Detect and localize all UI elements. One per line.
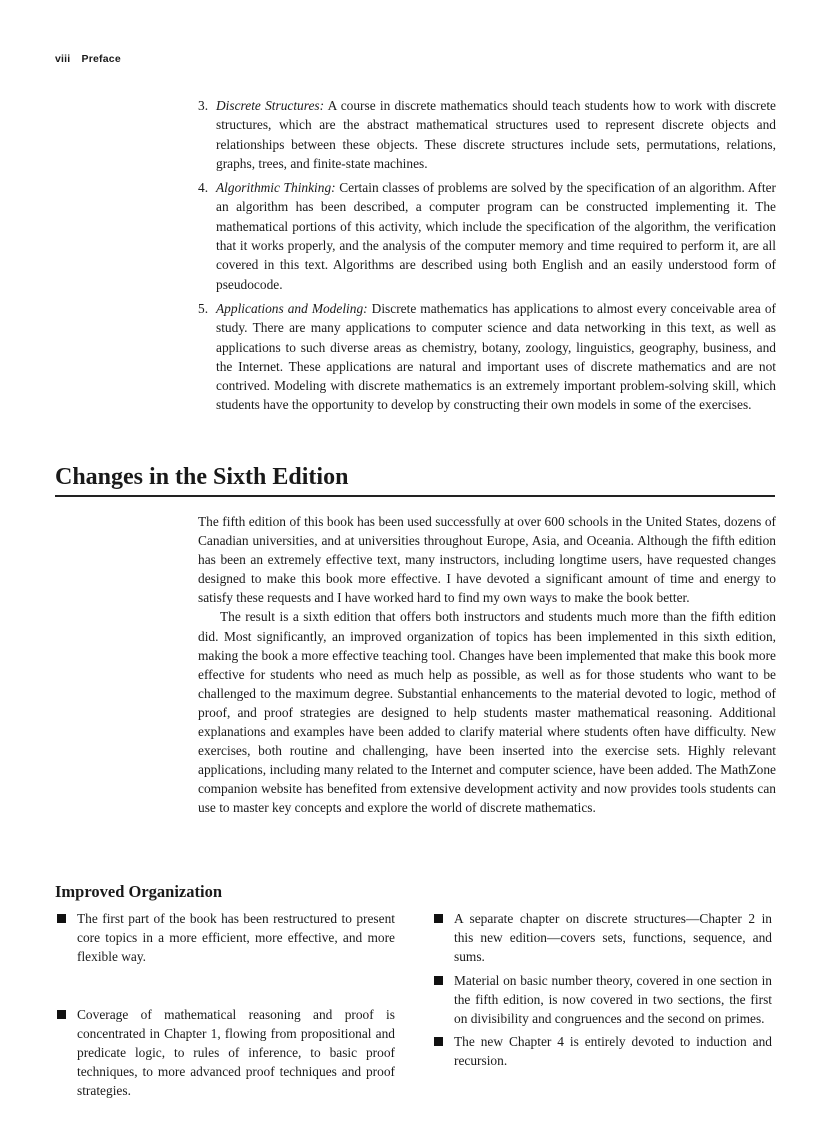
running-head <box>55 53 121 65</box>
goal-text: A course in discrete mathematics should teach students how to work with discrete structures, which are the abstract mathematical structures used to represent discrete objects and relationships between these objects. These discrete structures include sets, permutations, relations, graphs, trees, and finite-state machines. <box>216 98 776 171</box>
goal-title: Algorithmic Thinking: <box>216 180 336 196</box>
bullet-list-left <box>55 909 395 1101</box>
goal-item <box>198 299 776 415</box>
body-paragraph: The result is a sixth edition that offers both instructors and students much more than the fifth edition did. Most significantly, an improved organization of topics has been implemented in this sixth edition, making the book a more effective teaching tool. Changes have been implemented that make this book more effective for students who need as much help as possible, as well as for those students who want to be challenged to the maximum degree. Substantial enhancements to the material devoted to logic, method of proof, and proof strategies are designed to help students master mathematical reasoning. Additional explanations and examples have been added to clarify material where students often have difficulty. New exercises, both routine and challenging, have been inserted into the exercise sets. Highly relevant applications, including many related to the Internet and computer science, have been added. The MathZone companion website has benefited from extensive development activity and now provides tools students can use to master key concepts and explore the world of discrete mathematics. <box>198 609 776 816</box>
goal-item <box>198 178 776 294</box>
bullet-item <box>432 971 772 1029</box>
goal-number: 5. <box>198 300 209 316</box>
goal-item <box>198 96 776 173</box>
bullet-square-icon <box>57 1010 66 1019</box>
bullet-square-icon <box>57 914 66 923</box>
bullet-item <box>55 1005 395 1101</box>
bullet-text: The new Chapter 4 is entirely devoted to induction and recursion. <box>454 1034 772 1069</box>
subsection-title: Improved Organization <box>55 882 222 901</box>
goal-title: Applications and Modeling: <box>216 300 368 316</box>
section-body <box>198 512 776 818</box>
bullet-text: The first part of the book has been restructured to present core topics in a more efficient, more effective, and more flexible way. <box>77 911 395 965</box>
bullet-text: Coverage of mathematical reasoning and proof is concentrated in Chapter 1, flowing from propositional and predicate logic, to rules of inference, to basic proof techniques, to more advanced proof techniques and proof strategies. <box>77 1006 395 1099</box>
goal-text: Certain classes of problems are solved by the specification of an algorithm. After an algorithm has been described, a computer program can be constructed implementing it. The mathematical portions of this activity, which include the specification of the algorithm, the verification that it works properly, and the analysis of the computer memory and time required to perform it, are all covered in this text. Algorithms are described using both English and an easily understood form of pseudocode. <box>216 180 776 292</box>
bullet-item <box>55 909 395 967</box>
page-number: viii <box>55 53 71 65</box>
goal-number: 3. <box>198 98 209 113</box>
running-head-title: Preface <box>81 53 121 65</box>
bullet-square-icon <box>434 1037 443 1046</box>
bullet-item <box>432 909 772 967</box>
bullet-text: A separate chapter on discrete structures—Chapter 2 in this new edition—covers sets, functions, sequence, and sums. <box>454 911 772 965</box>
section-title: Changes in the Sixth Edition <box>55 463 775 497</box>
bullet-item <box>432 1032 772 1070</box>
bullet-square-icon <box>434 914 443 923</box>
bullet-text: Material on basic number theory, covered in one section in the fifth edition, is now covered in two sections, the first on divisibility and congruences and the second on primes. <box>454 972 772 1027</box>
bullet-square-icon <box>434 976 443 985</box>
bullet-list-right <box>432 909 772 1075</box>
goal-text: Discrete mathematics has applications to almost every conceivable area of study. There are many applications to computer science and data networking in this text, as well as applications to such diverse areas as chemistry, botany, zoology, linguistics, geography, business, and the Internet. These applications are natural and important uses of discrete mathematics and are not contrived. Modeling with discrete mathematics is an extremely important problem-solving skill, which students have the opportunity to develop by constructing their own models in some of the exercises. <box>216 300 776 413</box>
goals-list <box>198 96 776 420</box>
goal-number: 4. <box>198 180 209 196</box>
body-paragraph: The fifth edition of this book has been used successfully at over 600 schools in the United States, dozens of Canadian universities, and at universities throughout Europe, Asia, and Oceania. Although the fifth edition has been an extremely effective text, many instructors, including longtime users, have requested changes designed to make this book more effective. I have devoted a significant amount of time and energy to satisfy these requests and I have worked hard to find my own ways to make the book better. <box>198 514 776 606</box>
goal-title: Discrete Structures: <box>216 98 325 113</box>
